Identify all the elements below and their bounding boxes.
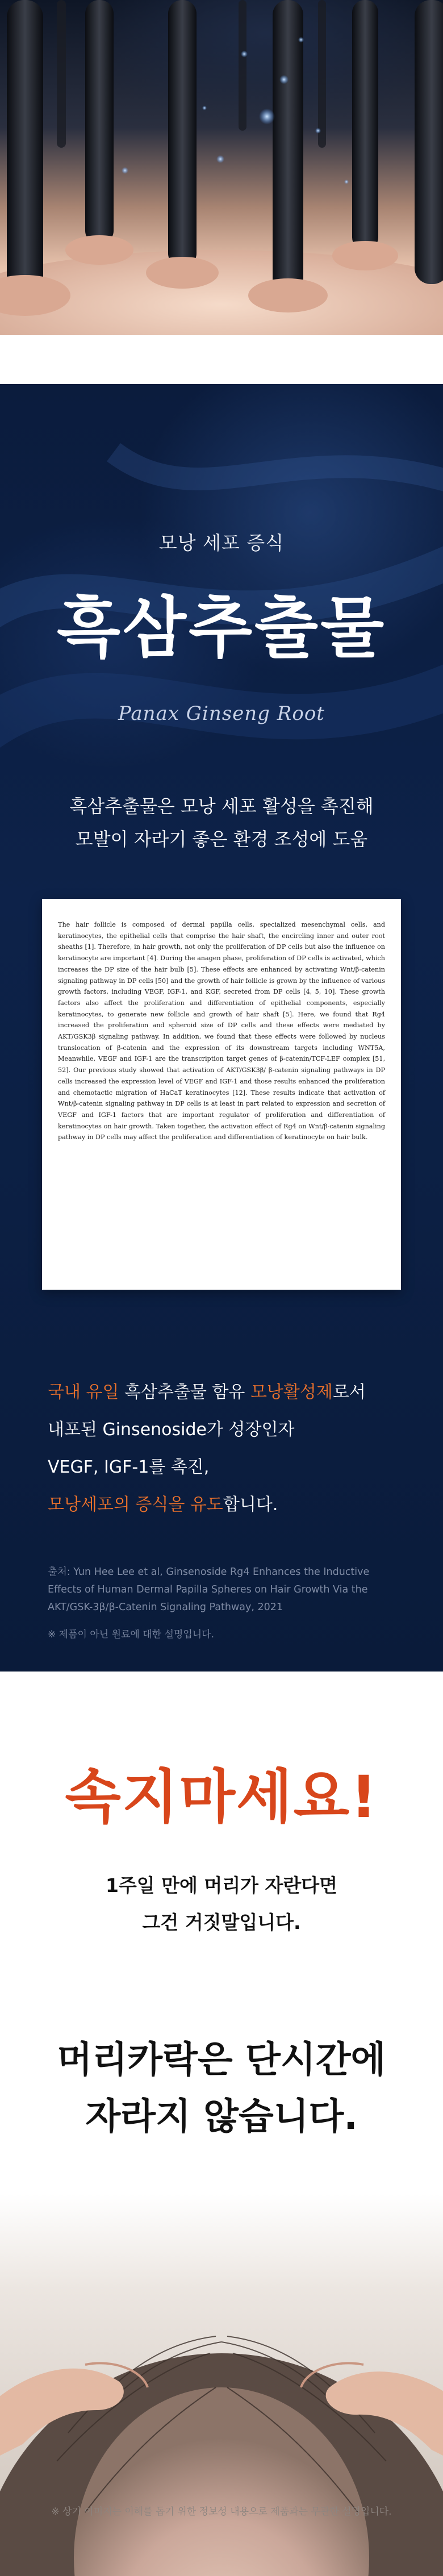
white-spacer <box>0 335 443 384</box>
paper-text: The hair follicle is composed of dermal papilla cells, specialized mesenchymal cells, and keratinocytes, the epithelial cells that comprise the hair shaft, the encircling inner and outer root sheaths [1]. Therefore, in hair growth, not only the proliferation of DP cells but also the influence on keratinocyte are important [4]. During the anagen phase, proliferation of DP cells is activated, which increases the DP size of the hair bulb [5]. These effects are enhanced by activating Wnt/β-catenin signaling pathway in DP cells [50] and the growth of hair follicle is grown by the influence of various growth factors, including VEGF, IGF-1, and KGF, secreted from DP cells [4, 5, 10]. These growth factors also affect the proliferation and differentiation of epithelial components, especially keratinocytes, to generate new follicle and growth of hair shaft [5]. Here, we found that Rg4 increased the proliferation and spheroid size of DP cells and these effects were mediated by AKT/GSK3β signaling pathway. In addition, we found that these effects were followed by nucleus translocation of β-catenin and the expression of its downstream targets including WNT5A, Meanwhile, VEGF and IGF-1 are the transcription target genes of β-catenin/TCF-LEF complex [51, 52]. Our previous study showed that activation of AKT/GSK3β/ β-catenin signaling pathways in DP cells increased the expression level of VEGF and IGF-1 and those results enhanced the proliferation and chemotactic migration of HaCaT keratinocytes [12]. These results indicate that activation of Wnt/β-catenin signaling pathway in DP cells is at least in part related to expression and secretion of VEGF and IGF-1 factors that are important regulator of proliferation and differentiation of keratinocytes on hair growth. Taken together, the activation effect of Rg4 on Wnt/β-catenin signaling pathway in DP cells may affect the proliferation and differentiation of keratinocyte on hair bulk. <box>58 921 385 1141</box>
lead-copy <box>0 790 443 856</box>
claim-text-a: 흑삼추출물 함유 <box>119 1382 250 1402</box>
citation-line-2: Effects of Human Dermal Papilla Spheres on Hair Growth Via the <box>48 1584 368 1595</box>
ingredient-latin-name: Panax Ginseng Root <box>118 702 325 725</box>
research-paper-excerpt <box>42 899 401 1290</box>
warning-sub-line-2: 그건 거짓말입니다. <box>142 1911 301 1933</box>
claim-highlight-unique: 국내 유일 <box>48 1382 119 1402</box>
follicle-art <box>0 0 443 335</box>
claim-line-3: VEGF, IGF-1를 촉진, <box>48 1457 210 1477</box>
warning-big-line-1: 머리카락은 단시간에 <box>57 2039 386 2081</box>
thinning-scalp-photo <box>0 2194 443 2576</box>
claim-text-b: 로서 <box>332 1382 366 1402</box>
lead-line-2: 모발이 자라기 좋은 환경 조성에 도움 <box>75 828 368 850</box>
hair-follicle-illustration <box>0 0 443 335</box>
citation-line-1: 출처: Yun Hee Lee et al, Ginsenoside Rg4 Enhances the Inductive <box>48 1566 370 1578</box>
citation <box>48 1564 406 1616</box>
section-kicker: 모낭 세포 증식 <box>158 532 285 554</box>
ingredient-note: ※ 제품이 아닌 원료에 대한 설명입니다. <box>48 1629 214 1640</box>
claim-line-2: 내포된 Ginsenoside가 성장인자 <box>48 1420 295 1440</box>
claim-text-c: 합니다. <box>223 1495 278 1515</box>
ingredient-section <box>0 384 443 1672</box>
warning-sub-line-1: 1주일 만에 머리가 자란다면 <box>105 1874 338 1896</box>
citation-line-3: AKT/GSK-3β/β-Catenin Signaling Pathway, 2021 <box>48 1602 283 1613</box>
claim-highlight-activator: 모낭활성제 <box>250 1382 333 1402</box>
warning-big-line-2: 자라지 않습니다. <box>85 2096 358 2138</box>
claim-line-4 <box>48 1486 411 1524</box>
claim-highlight-proliferation: 모낭세포의 증식을 유도 <box>48 1495 223 1515</box>
warning-subtext <box>0 1867 443 1941</box>
warning-statement <box>0 2032 443 2145</box>
ingredient-title: 흑삼추출물 <box>56 590 387 666</box>
image-disclaimer: ※ 상기 이미지는 이해를 돕기 위한 정보성 내용으로 제품과는 무관한 설명입니다. <box>51 2506 392 2517</box>
lead-line-1: 흑삼추출물은 모낭 세포 활성을 촉진해 <box>69 795 374 817</box>
claim-line-1 <box>48 1374 411 1411</box>
warning-headline: 속지마세요! <box>65 1764 378 1831</box>
scalp-art <box>0 2194 443 2576</box>
efficacy-claim <box>48 1374 411 1524</box>
